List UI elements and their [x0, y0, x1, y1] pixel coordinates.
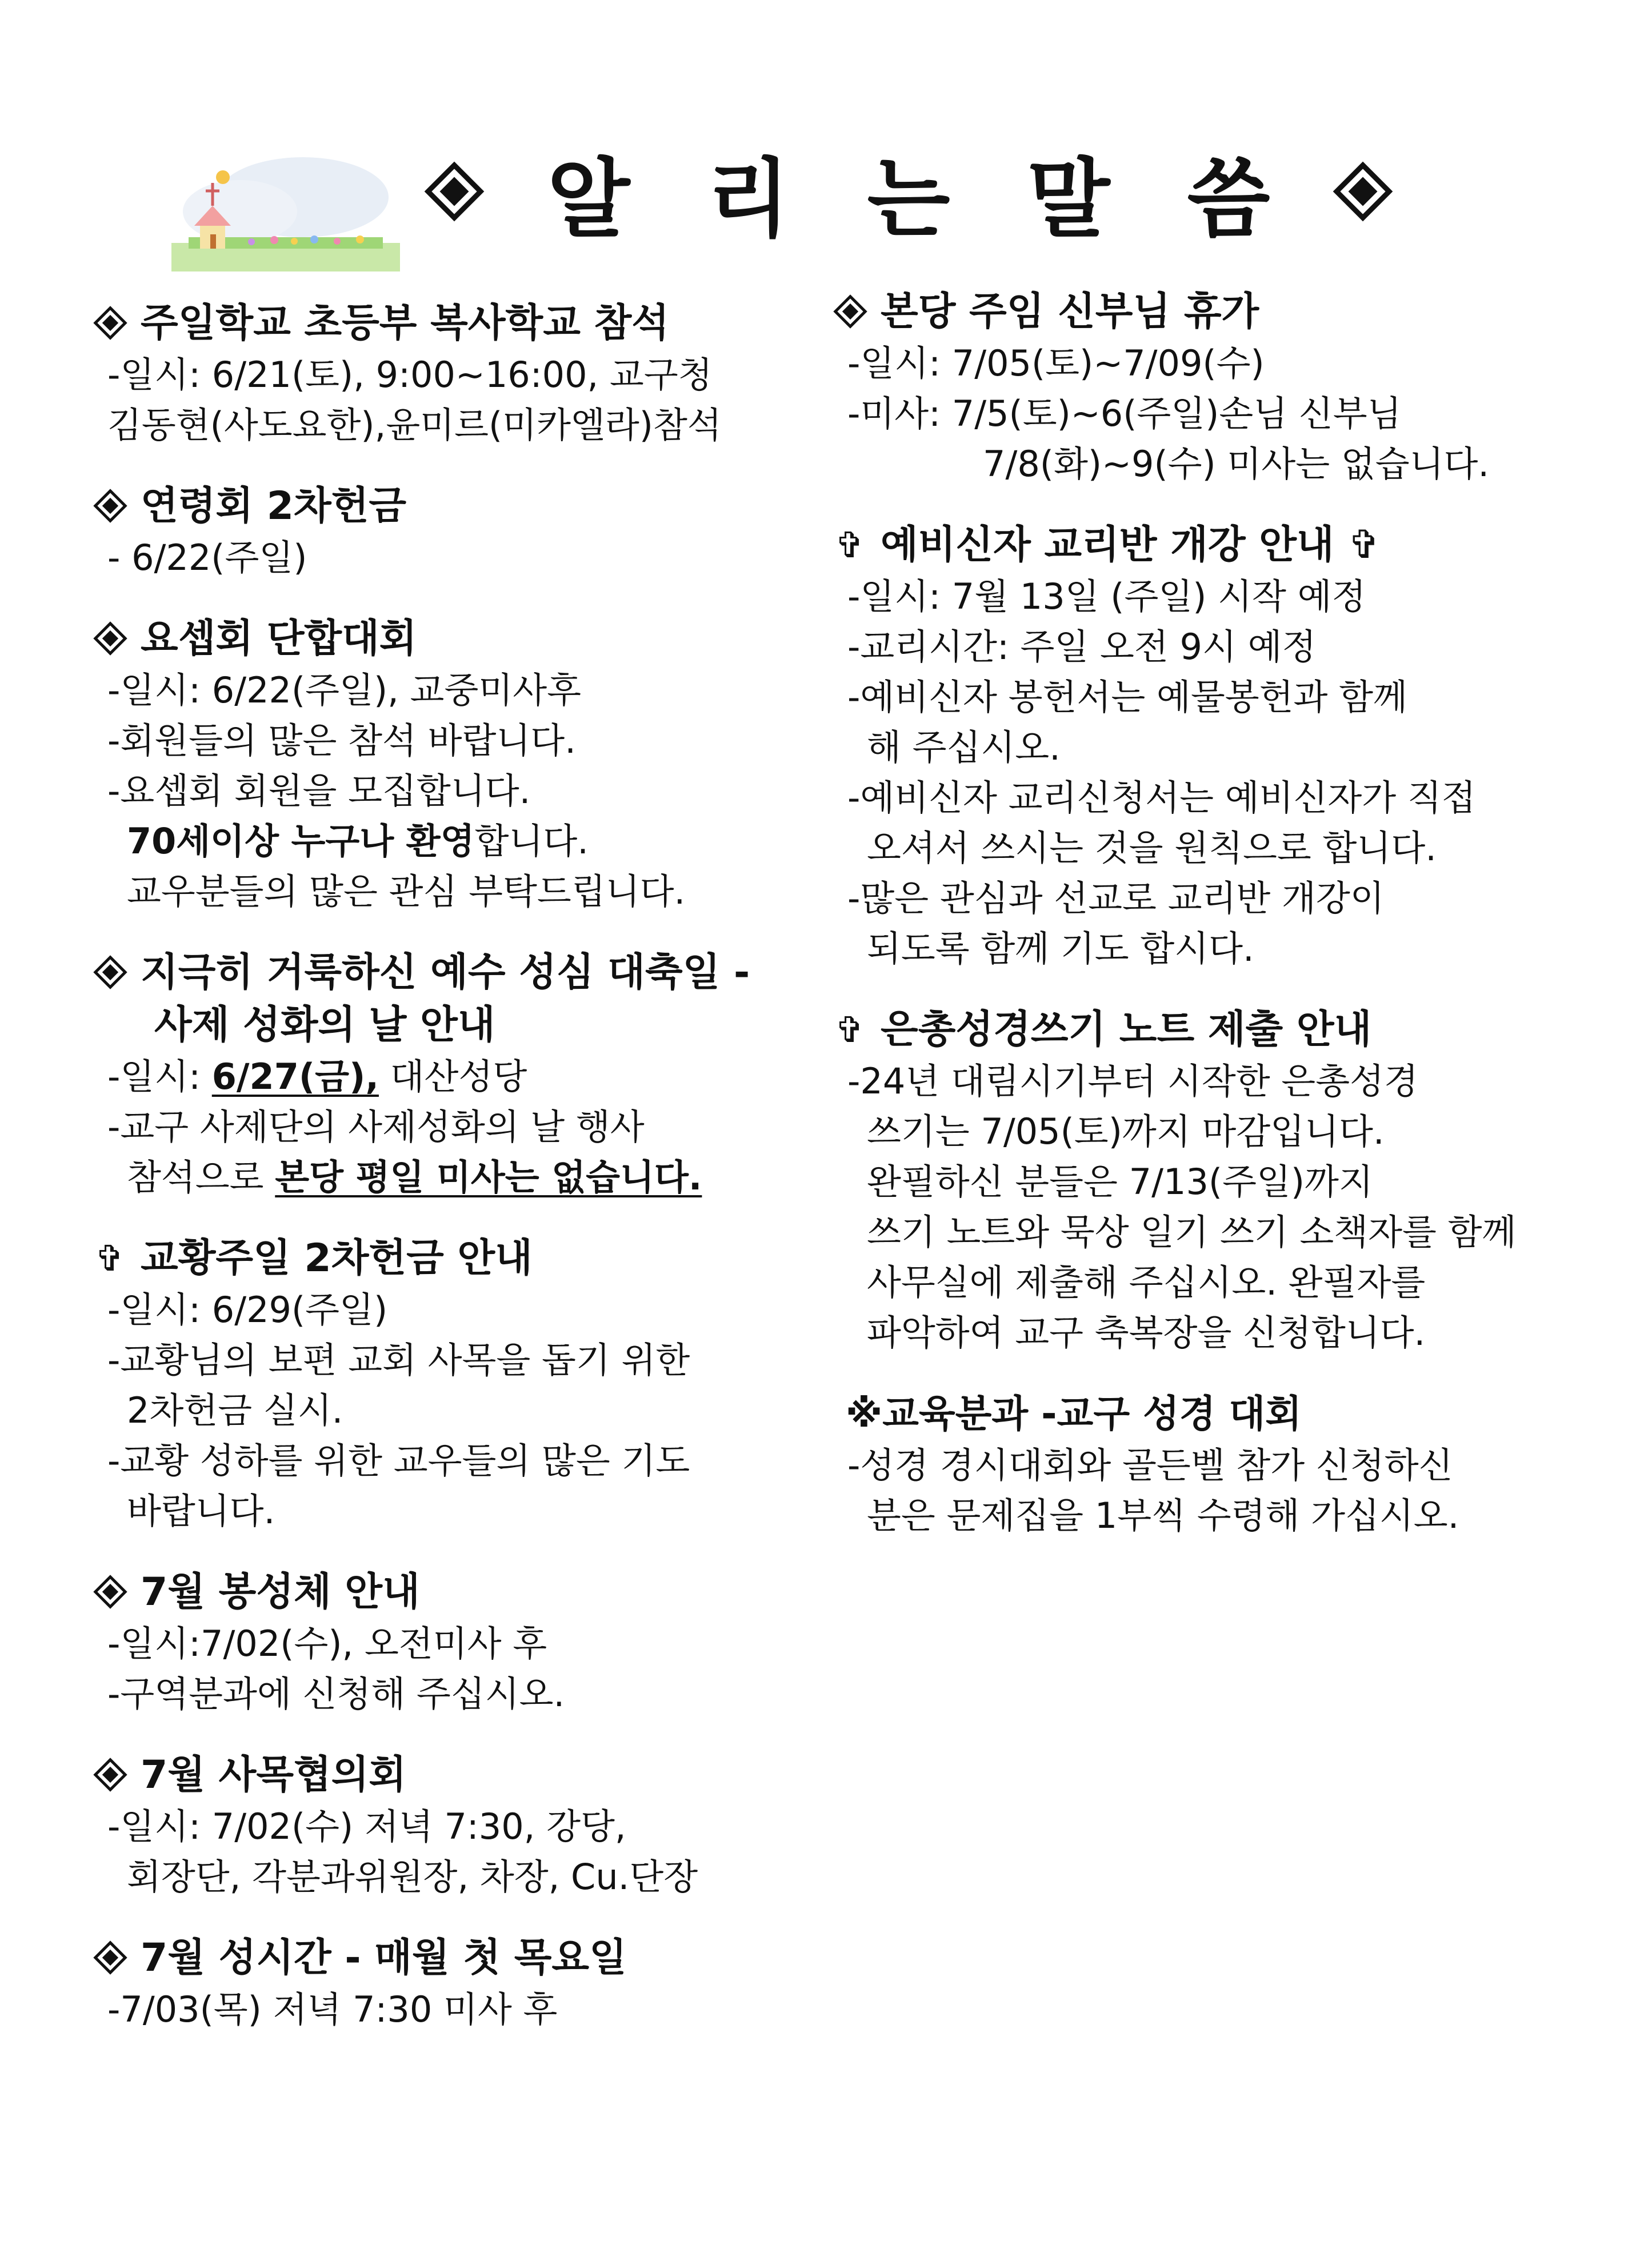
diamond-bullet-icon	[831, 286, 868, 338]
diamond-bullet-icon	[91, 297, 128, 350]
title-char: 씀	[1187, 150, 1270, 249]
section-title-main: 은총성경쓰기 노트 제출 안내	[881, 1007, 1372, 1052]
notice-line: 교우분들의 많은 관심 부탁드립니다.	[127, 871, 686, 912]
notice-section	[831, 1004, 1563, 1358]
notice-line: 바랍니다.	[127, 1490, 275, 1532]
title-char: 알	[547, 150, 630, 249]
diamond-bullet-icon	[91, 1932, 128, 1984]
section-title-main: 본당 주임 신부님 휴가	[881, 289, 1259, 334]
section-title-text	[141, 1749, 406, 1802]
left-column	[91, 297, 800, 2065]
notice-section	[91, 1566, 800, 1719]
section-title-text	[881, 519, 1381, 572]
notice-line	[91, 1152, 800, 1203]
notice-line: -구역분과에 신청해 주십시오.	[107, 1673, 565, 1715]
section-title-text	[141, 1932, 627, 1984]
cross-icon: ✞	[1347, 522, 1381, 568]
notice-line: 오셔서 쓰시는 것을 원칙으로 합니다.	[867, 827, 1437, 869]
section-title	[91, 297, 800, 350]
underlined-date: 6/27(금),	[211, 1056, 379, 1097]
notice-line: -교구 사제단의 사제성화의 날 행사	[107, 1106, 645, 1148]
notice-section	[831, 519, 1563, 974]
right-column	[831, 286, 1563, 1571]
page-header	[423, 134, 1394, 249]
notice-line: 김동현(사도요한),윤미르(미카엘라)참석	[107, 404, 722, 446]
notice-section	[831, 1388, 1563, 1541]
section-title	[91, 1566, 800, 1619]
notice-line: -24년 대림시기부터 시작한 은총성경	[847, 1060, 1418, 1102]
notice-section	[91, 297, 800, 450]
section-title-second-line: 사제 성화의 날 안내	[154, 1003, 495, 1048]
section-title-main: 지극히 거룩하신 예수 성심 대축일 -	[141, 950, 750, 995]
line-text: -일시:	[107, 1056, 212, 1097]
notice-line: 사무실에 제출해 주십시오. 완필자를	[867, 1261, 1426, 1303]
line-text: 대산성당	[378, 1056, 527, 1097]
section-title-text	[881, 286, 1259, 338]
diamond-bullet-icon	[91, 1749, 128, 1802]
notice-line: -일시: 7/05(토)~7/09(수)	[847, 342, 1265, 384]
underlined-emphasis: 본당 평일 미사는 없습니다.	[275, 1156, 702, 1198]
notice-section	[91, 1749, 800, 1902]
notice-line: -일시: 7월 13일 (주일) 시작 예정	[847, 576, 1366, 617]
line-text: 참석으로	[127, 1156, 275, 1198]
title-char: 말	[1027, 150, 1110, 249]
section-title-main: 교황주일 2차헌금 안내	[141, 1236, 533, 1281]
section-title-text	[141, 480, 406, 533]
notice-line: -7/03(목) 저녁 7:30 미사 후	[107, 1989, 558, 2030]
section-title	[91, 947, 800, 1052]
notice-line: 쓰기는 7/05(토)까지 마감입니다.	[867, 1111, 1385, 1152]
notice-line: -미사: 7/5(토)~6(주일)손님 신부님	[847, 393, 1402, 434]
notice-line: -성경 경시대회와 골든벨 참가 신청하신	[847, 1444, 1453, 1486]
notice-line: -일시:7/02(수), 오전미사 후	[107, 1623, 547, 1664]
notice-line: 파악하여 교구 축복장을 신청합니다.	[867, 1312, 1426, 1353]
section-title-main: 7월 봉성체 안내	[141, 1570, 420, 1615]
church-illustration-icon	[171, 143, 400, 280]
title-char: 는	[867, 150, 950, 249]
diamond-bullet-icon	[91, 613, 128, 665]
section-title-text	[141, 1232, 533, 1285]
section-title-main: 7월 성시간 - 매월 첫 목요일	[141, 1935, 627, 1980]
section-title	[91, 613, 800, 665]
notice-line: -일시: 6/29(주일)	[107, 1289, 388, 1331]
notice-line: 쓰기 노트와 묵상 일기 쓰기 소책자를 함께	[867, 1211, 1517, 1253]
section-title	[831, 519, 1563, 572]
section-title-main: 연령회 2차헌금	[141, 484, 407, 529]
notice-line: 분은 문제집을 1부씩 수령해 가십시오.	[867, 1495, 1459, 1536]
section-title	[91, 480, 800, 533]
notice-line: - 6/22(주일)	[107, 537, 307, 578]
notice-line: 해 주십시오.	[867, 726, 1061, 768]
page-title	[486, 130, 1331, 253]
notice-section	[91, 480, 800, 583]
section-title-text	[881, 1004, 1371, 1056]
section-title	[91, 1232, 800, 1285]
section-title-main: 요셉회 단합대회	[141, 616, 417, 661]
section-title	[91, 1749, 800, 1802]
diamond-bullet-icon	[91, 947, 128, 999]
notice-line: -교황님의 보편 교회 사목을 돕기 위한	[107, 1339, 690, 1381]
notice-line: -교황 성하를 위한 교우들의 많은 기도	[107, 1440, 690, 1482]
notice-line: -일시: 6/21(토), 9:00~16:00, 교구청	[107, 354, 713, 396]
notice-line: 2차헌금 실시.	[127, 1389, 343, 1431]
section-title-text	[141, 947, 750, 1052]
notice-section	[831, 286, 1563, 489]
diamond-bullet-icon	[91, 1566, 128, 1619]
title-char: 리	[707, 150, 790, 249]
notice-line: -예비신자 봉헌서는 예물봉헌과 함께	[847, 676, 1407, 718]
section-title-text	[141, 297, 669, 350]
notice-line: -일시: 7/02(수) 저녁 7:30, 강당,	[107, 1806, 626, 1847]
line-text: 합니다.	[474, 820, 589, 862]
section-title	[831, 286, 1563, 338]
notice-line: -회원들의 많은 참석 바랍니다.	[107, 720, 576, 761]
notice-line: -일시: 6/22(주일), 교중미사후	[107, 669, 582, 711]
notice-section	[91, 1232, 800, 1536]
section-title	[91, 1932, 800, 1984]
diamond-icon	[1331, 160, 1394, 223]
cross-icon: ✞	[835, 524, 865, 566]
diamond-bullet-icon	[91, 480, 128, 533]
emphasis-text: 70세이상 누구나 환영	[127, 820, 475, 862]
cross-icon: ✞	[835, 1009, 865, 1051]
notice-line: -요셉회 회원을 모집합니다.	[107, 770, 531, 812]
notice-line	[91, 1052, 800, 1102]
notice-line: -많은 관심과 선교로 교리반 개강이	[847, 877, 1385, 919]
notice-section	[91, 947, 800, 1203]
section-title: ※교육분과 -교구 성경 대회	[846, 1392, 1302, 1436]
cross-icon: ✞	[95, 1237, 125, 1279]
notice-section	[91, 613, 800, 917]
section-title	[831, 1004, 1563, 1056]
section-title-text	[141, 613, 417, 665]
notice-line: 7/8(화)~9(수) 미사는 없습니다.	[983, 443, 1490, 485]
notice-line: 회장단, 각분과위원장, 차장, Cu.단장	[127, 1856, 698, 1898]
section-title-main: 7월 사목협의회	[141, 1752, 407, 1798]
notice-line: -예비신자 교리신청서는 예비신자가 직접	[847, 777, 1476, 818]
notice-line: 되도록 함께 기도 합시다.	[867, 928, 1254, 969]
section-title-text	[141, 1566, 420, 1619]
notice-line	[91, 816, 800, 867]
section-title-main: 주일학교 초등부 복사학교 참석	[141, 301, 669, 346]
notice-section	[91, 1932, 800, 2035]
diamond-icon	[423, 160, 486, 223]
section-title-main: 예비신자 교리반 개강 안내	[881, 522, 1334, 568]
notice-line: -교리시간: 주일 오전 9시 예정	[847, 626, 1317, 668]
notice-line: 완필하신 분들은 7/13(주일)까지	[867, 1161, 1373, 1203]
